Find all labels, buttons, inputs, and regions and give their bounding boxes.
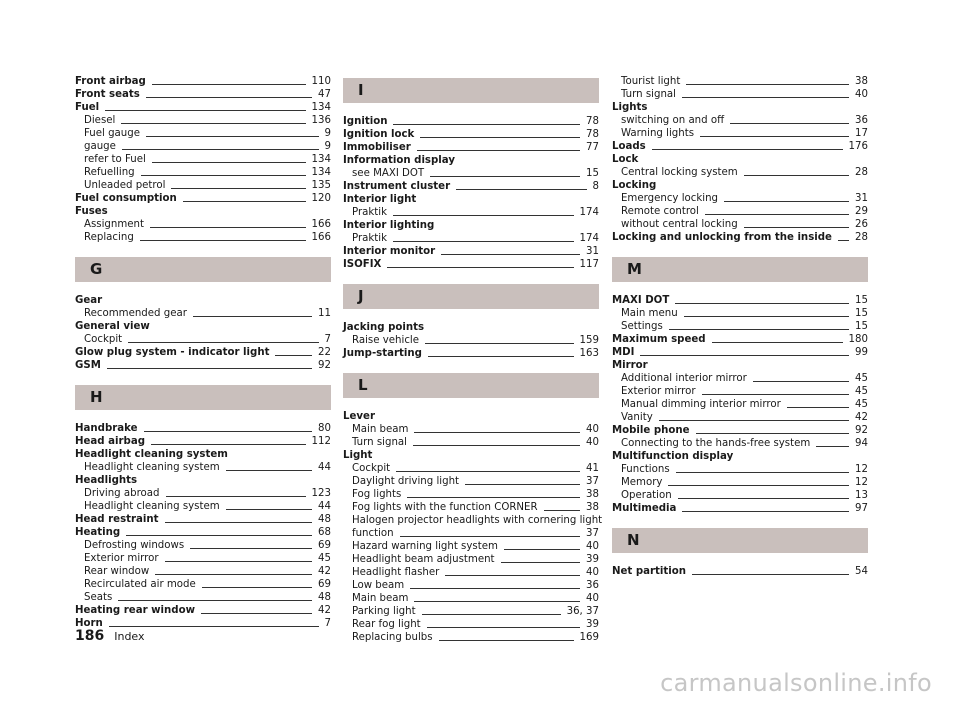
index-subentry: Memory 12 [621,477,868,488]
index-subentry: Fog lights with the function CORNER 38 [352,502,599,513]
index-subentry: Parking light 36, 37 [352,606,599,617]
index-heading: Light [343,450,373,461]
index-subentry: Defrosting windows 69 [84,540,331,551]
index-subentry: Replacing bulbs 169 [352,632,599,643]
index-heading: Lights [612,102,648,113]
index-subentry: Exterior mirror 45 [84,553,331,564]
index-entry: Front seats 47 [75,89,331,100]
index-entry: Multimedia 97 [612,503,868,514]
index-subentry: refer to Fuel 134 [84,154,331,165]
index-entry: Locking and unlocking from the inside 28 [612,232,868,243]
index-subentry: Operation 13 [621,490,868,501]
index-subentry: Manual dimming interior mirror 45 [621,399,868,410]
index-heading: Information display [343,155,455,166]
index-subentry: Fuel gauge 9 [84,128,331,139]
index-subentry: Headlight flasher 40 [352,567,599,578]
index-heading: Headlights [75,475,138,486]
index-entry: MDI 99 [612,347,868,358]
index-subentry: Raise vehicle 159 [352,335,599,346]
index-subentry: Praktik 174 [352,233,599,244]
index-subentry: see MAXI DOT 15 [352,168,599,179]
index-subentry: Turn signal 40 [352,437,599,448]
page-number: 186 [75,628,105,644]
letter-header-l: L [343,373,599,398]
index-entry: Handbrake 80 [75,423,331,434]
index-column-1 [75,75,331,630]
index-entry: ISOFIX 117 [343,259,599,270]
index-entry: Interior monitor 31 [343,246,599,257]
index-subentry: Seats 48 [84,592,331,603]
index-entry: Front airbag 110 [75,76,331,87]
index-entry: Fuel consumption 120 [75,193,331,204]
index-subentry: Cockpit 41 [352,463,599,474]
index-subentry: Recirculated air mode 69 [84,579,331,590]
index-subentry: Low beam 36 [352,580,599,591]
page-footer [75,628,145,644]
index-subentry: switching on and off 36 [621,115,868,126]
index-subentry: Recommended gear 11 [84,308,331,319]
letter-header-g: G [75,257,331,282]
letter-header-h: H [75,385,331,410]
index-entry: Ignition lock 78 [343,129,599,140]
index-subentry: Hazard warning light system 40 [352,541,599,552]
index-heading: Lock [612,154,639,165]
index-subentry: Replacing 166 [84,232,331,243]
index-heading: Mirror [612,360,648,371]
index-heading: Multifunction display [612,451,734,462]
index-entry: Net partition 54 [612,566,868,577]
index-heading: Interior lighting [343,220,435,231]
index-subentry-text: Halogen projector headlights with cornering light [352,515,603,526]
index-subentry: function 37 [352,528,599,539]
letter-header-i: I [343,78,599,103]
section-title: Index [114,630,145,643]
index-entry: GSM 92 [75,360,331,371]
index-subentry: Emergency locking 31 [621,193,868,204]
index-subentry: Headlight cleaning system 44 [84,462,331,473]
index-heading: Locking [612,180,657,191]
index-subentry: Fog lights 38 [352,489,599,500]
index-subentry: Additional interior mirror 45 [621,373,868,384]
index-subentry: Unleaded petrol 135 [84,180,331,191]
index-entry: Glow plug system - indicator light 22 [75,347,331,358]
index-subentry: Driving abroad 123 [84,488,331,499]
index-subentry: Settings 15 [621,321,868,332]
index-column-3 [612,75,868,578]
index-heading: Gear [75,295,103,306]
index-entry: Ignition 78 [343,116,599,127]
index-subentry: Refuelling 134 [84,167,331,178]
index-heading: General view [75,321,150,332]
index-subentry: Connecting to the hands-free system 94 [621,438,868,449]
watermark: carmanualsonline.info [660,669,932,697]
index-subentry: Remote control 29 [621,206,868,217]
index-heading: Jacking points [343,322,425,333]
index-heading: Lever [343,411,375,422]
letter-header-j: J [343,284,599,309]
index-entry: Head restraint 48 [75,514,331,525]
index-subentry: gauge 9 [84,141,331,152]
index-subentry: Daylight driving light 37 [352,476,599,487]
index-entry: Jump-starting 163 [343,348,599,359]
index-heading: Headlight cleaning system [75,449,228,460]
index-entry: Immobiliser 77 [343,142,599,153]
index-subentry: Central locking system 28 [621,167,868,178]
letter-header-m: M [612,257,868,282]
index-subentry: Diesel 136 [84,115,331,126]
index-subentry: Main beam 40 [352,593,599,604]
index-entry: Fuel 134 [75,102,331,113]
index-entry: Maximum speed 180 [612,334,868,345]
index-subentry: Vanity 42 [621,412,868,423]
index-entry: Mobile phone 92 [612,425,868,436]
index-heading: Fuses [75,206,108,217]
index-entry: Instrument cluster 8 [343,181,599,192]
index-entry: MAXI DOT 15 [612,295,868,306]
index-subentry: Assignment 166 [84,219,331,230]
index-subentry: Main menu 15 [621,308,868,319]
index-entry: Loads 176 [612,141,868,152]
index-entry: Head airbag 112 [75,436,331,447]
index-subentry: Warning lights 17 [621,128,868,139]
index-subentry: Praktik 174 [352,207,599,218]
index-heading: Interior light [343,194,417,205]
index-subentry: Exterior mirror 45 [621,386,868,397]
index-subentry: Rear fog light 39 [352,619,599,630]
index-subentry: Headlight beam adjustment 39 [352,554,599,565]
index-subentry: Rear window 42 [84,566,331,577]
index-column-2 [343,75,603,644]
index-entry: Heating rear window 42 [75,605,331,616]
index-entry: Horn 7 [75,618,331,629]
index-subentry: Functions 12 [621,464,868,475]
index-subentry: Cockpit 7 [84,334,331,345]
index-subentry: Main beam 40 [352,424,599,435]
index-subentry: Headlight cleaning system 44 [84,501,331,512]
index-subentry: Tourist light 38 [621,76,868,87]
index-subentry: Turn signal 40 [621,89,868,100]
index-entry: Heating 68 [75,527,331,538]
letter-header-n: N [612,528,868,553]
index-subentry: without central locking 26 [621,219,868,230]
